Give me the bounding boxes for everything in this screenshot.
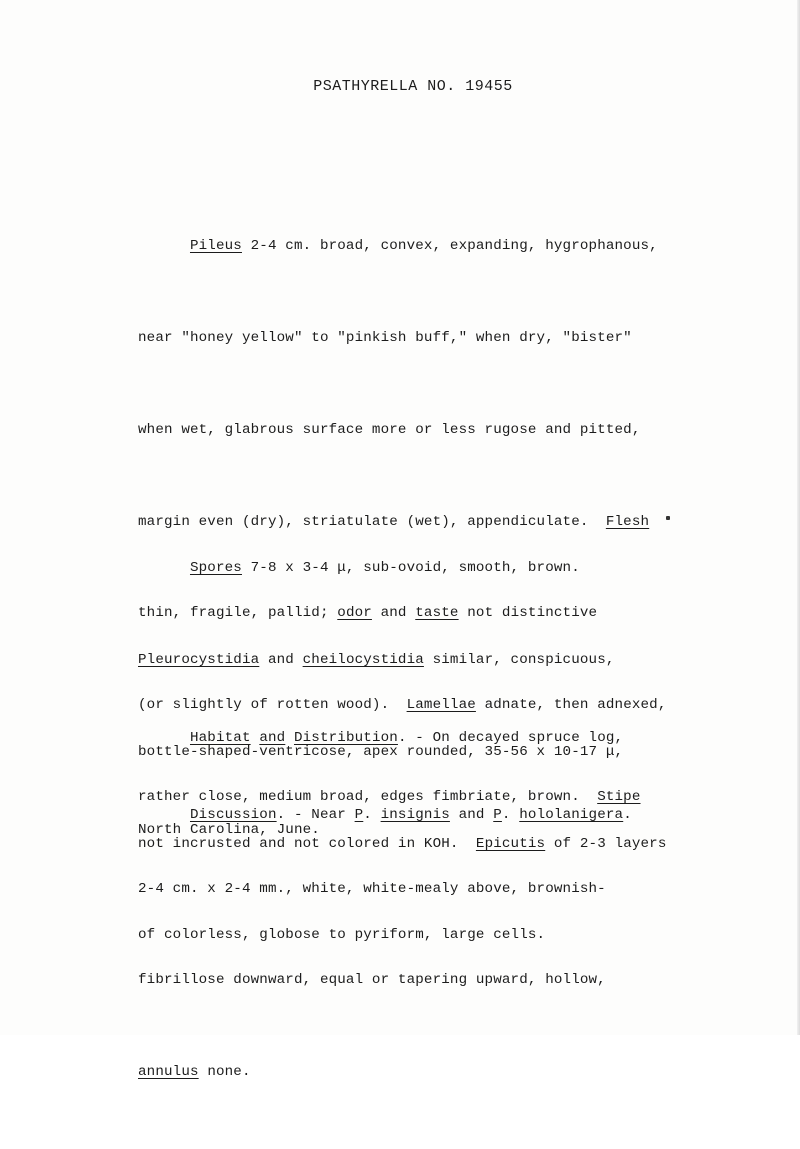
text-line: of colorless, globose to pyriform, large cells. [138, 927, 546, 944]
term-epicutis: Epicutis [475, 835, 546, 852]
term-odor: odor [337, 605, 372, 622]
text-line [138, 1057, 718, 1088]
text-run: not distinctive [458, 605, 598, 622]
text-run: thin, fragile, pallid; [138, 605, 338, 622]
text-run: . [501, 807, 520, 824]
ink-speck [666, 516, 670, 520]
text-line: fibrillose downward, equal or tapering upward, hollow, [138, 972, 606, 989]
text-line: bottle-shaped-ventricose, apex rounded, 35-56 x 10-17 μ, [138, 743, 624, 760]
term-stipe: Stipe [597, 788, 641, 805]
text-run: margin even (dry), striatulate (wet), appendiculate. [138, 513, 606, 530]
text-line: near "honey yellow" to "pinkish buff," when dry, "bister" [138, 329, 632, 346]
term-annulus: annulus [138, 1064, 199, 1081]
term-habitat: Habitat [189, 730, 251, 747]
text-run: . - Near [276, 807, 355, 824]
text-line [138, 231, 718, 262]
term-pileus: Pileus [189, 238, 242, 255]
term-cheilocystidia: cheilocystidia [302, 651, 424, 668]
text-run: rather close, medium broad, edges fimbriate, brown. [138, 788, 598, 805]
text-run: and [371, 605, 416, 622]
text-run: (or slightly of rotten wood). [138, 697, 407, 714]
text-run: and [259, 651, 303, 668]
term-hololanigera: hololanigera [519, 807, 624, 824]
term-lamellae: Lamellae [406, 697, 476, 714]
indent [138, 807, 190, 823]
text-run: . - On decayed spruce log, [397, 730, 624, 747]
text-line: 2-4 cm. x 2-4 mm., white, white-mealy above, brownish- [138, 880, 606, 897]
text-line [138, 800, 718, 831]
text-run: of 2-3 layers [545, 835, 667, 852]
indent [138, 238, 190, 254]
text-run: not incrusted and not colored in KOH. [138, 835, 476, 852]
discussion-paragraph [138, 739, 718, 892]
text-run: similar, conspicuous, [423, 651, 615, 668]
term-insignis: insignis [380, 807, 450, 824]
text-line: North Carolina, June. [138, 821, 320, 838]
term-pleurocystidia: Pleurocystidia [138, 651, 260, 668]
term-and: and [259, 730, 286, 747]
indent [138, 560, 190, 576]
term-discussion: Discussion [189, 807, 277, 824]
text-run: adnate, then adnexed, [475, 697, 667, 714]
term-taste: taste [415, 605, 459, 622]
text-run: 7-8 x 3-4 μ, sub-ovoid, smooth, brown. [241, 560, 580, 577]
text-run: 2-4 cm. broad, convex, expanding, hygrophanous, [241, 238, 658, 255]
term-distribution: Distribution [293, 730, 398, 747]
text-line: when wet, glabrous surface more or less rugose and pitted, [138, 421, 641, 438]
text-run: . [363, 807, 381, 824]
term-genus-abbrev: P [493, 807, 502, 824]
text-line [138, 553, 718, 584]
term-flesh: Flesh [605, 513, 650, 530]
term-spores: Spores [189, 560, 242, 577]
document-title: PSATHYRELLA NO. 19455 [313, 78, 513, 95]
text-run: none. [198, 1064, 251, 1081]
text-run: . [623, 807, 632, 824]
term-genus-abbrev: P [354, 807, 364, 824]
text-run: and [449, 807, 494, 824]
